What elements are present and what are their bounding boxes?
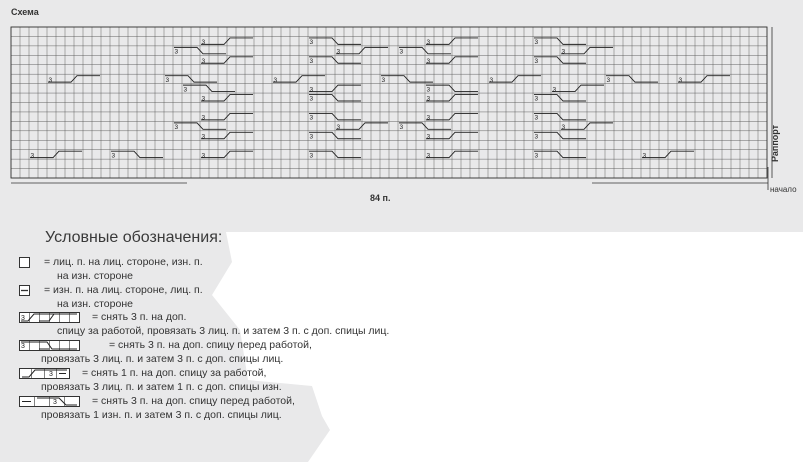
legend-title: Условные обозначения: bbox=[45, 229, 223, 246]
cable-mark-label: 3 bbox=[309, 133, 314, 141]
cable-mark-label: 3 bbox=[534, 95, 539, 103]
cable-mark-label: 3 bbox=[201, 57, 206, 65]
cable-mark-label: 3 bbox=[426, 114, 431, 122]
cable-mark-label: 3 bbox=[426, 133, 431, 141]
cable-mark-label: 3 bbox=[309, 152, 314, 160]
legend-text-line2: провязать 3 лиц. п. и затем 3 п. с доп. спицы лиц. bbox=[41, 353, 284, 365]
cable-mark-label: 3 bbox=[561, 48, 566, 56]
cable-mark-label: 3 bbox=[399, 48, 404, 56]
cable-mark-label: 3 bbox=[336, 48, 341, 56]
cable-mark-label: 3 bbox=[183, 86, 188, 94]
stitch-count-label: 84 п. bbox=[370, 193, 391, 203]
cable-mark-label: 3 bbox=[552, 86, 557, 94]
cable-mark-label: 3 bbox=[309, 95, 314, 103]
cable-mark-label: 3 bbox=[534, 114, 539, 122]
legend-text-line1: = снять 3 п. на доп. спицу перед работой, bbox=[92, 395, 295, 407]
cable-purl-back-symbol-icon bbox=[19, 368, 71, 379]
cable-mark-label: 3 bbox=[426, 152, 431, 160]
cable-mark-label: 3 bbox=[21, 315, 25, 322]
cable-mark-label: 3 bbox=[642, 152, 647, 160]
cable-mark-label: 3 bbox=[273, 76, 278, 84]
cable-mark-label: 3 bbox=[309, 39, 314, 47]
rapport-label: Раппорт bbox=[770, 124, 780, 162]
cable-mark-label: 3 bbox=[426, 39, 431, 47]
cable-mark-label: 3 bbox=[606, 76, 611, 84]
cable-mark-label: 3 bbox=[30, 152, 35, 160]
cable-mark-label: 3 bbox=[48, 76, 53, 84]
legend-text-line2: провязать 3 лиц. п. и затем 1 п. с доп. спицы изн. bbox=[41, 381, 282, 393]
cable-back-symbol-icon bbox=[19, 312, 81, 323]
cable-mark-label: 3 bbox=[111, 152, 116, 160]
cable-mark-label: 3 bbox=[534, 152, 539, 160]
legend-text-line2: на изн. стороне bbox=[57, 298, 133, 310]
cable-mark-label: 3 bbox=[201, 39, 206, 47]
grid-lines bbox=[11, 27, 767, 178]
cable-mark-label: 3 bbox=[201, 95, 206, 103]
cable-mark-label: 3 bbox=[336, 124, 341, 132]
cable-mark-label: 3 bbox=[561, 124, 566, 132]
purl-symbol-icon bbox=[19, 285, 30, 296]
knit-symbol-icon bbox=[19, 257, 30, 268]
cable-mark-label: 3 bbox=[534, 133, 539, 141]
cable-mark-label: 3 bbox=[678, 76, 683, 84]
cable-mark-label: 3 bbox=[165, 76, 170, 84]
cable-mark-label: 3 bbox=[201, 114, 206, 122]
chart-grid bbox=[11, 27, 767, 178]
cable-mark-label: 3 bbox=[426, 95, 431, 103]
cable-mark-label: 3 bbox=[534, 57, 539, 65]
cable-mark-label: 3 bbox=[53, 399, 57, 406]
cable-mark-label: 3 bbox=[201, 152, 206, 160]
cable-mark-label: 3 bbox=[21, 343, 25, 350]
legend-text-line1: = снять 3 п. на доп. bbox=[92, 311, 187, 323]
legend-text-line2: на изн. стороне bbox=[57, 270, 133, 282]
knitting-chart bbox=[0, 0, 803, 210]
cable-mark-label: 3 bbox=[309, 86, 314, 94]
legend-text-line1: = изн. п. на лиц. стороне, лиц. п. bbox=[44, 284, 203, 296]
cable-mark-label: 3 bbox=[49, 371, 53, 378]
cable-mark-label: 3 bbox=[399, 124, 404, 132]
chart-bottom-lines bbox=[11, 27, 772, 190]
cable-front-symbol-icon bbox=[19, 340, 81, 351]
cable-mark-label: 3 bbox=[174, 124, 179, 132]
legend-text-line1: = снять 1 п. на доп. спицу за работой, bbox=[82, 367, 267, 379]
cable-mark-label: 3 bbox=[309, 114, 314, 122]
cable-mark-label: 3 bbox=[426, 86, 431, 94]
start-label: начало bbox=[770, 185, 797, 194]
legend-text-line1: = лиц. п. на лиц. стороне, изн. п. bbox=[44, 256, 203, 268]
legend-text-line1: = снять 3 п. на доп. спицу перед работой, bbox=[109, 339, 312, 351]
cable-mark-label: 3 bbox=[174, 48, 179, 56]
cable-mark-label: 3 bbox=[534, 39, 539, 47]
legend-text-line2: провязать 1 изн. п. и затем 3 п. с доп. спицы лиц. bbox=[41, 409, 282, 421]
cable-mark-label: 3 bbox=[309, 57, 314, 65]
cable-mark-label: 3 bbox=[201, 133, 206, 141]
cable-purl-front-symbol-icon bbox=[19, 396, 81, 407]
cable-mark-label: 3 bbox=[489, 76, 494, 84]
cable-mark-label: 3 bbox=[381, 76, 386, 84]
chart-title: Схема bbox=[11, 7, 39, 17]
cable-mark-label: 3 bbox=[426, 57, 431, 65]
legend-text-line2: спицу за работой, провязать 3 лиц. п. и затем 3 п. с доп. спицы лиц. bbox=[57, 325, 390, 337]
